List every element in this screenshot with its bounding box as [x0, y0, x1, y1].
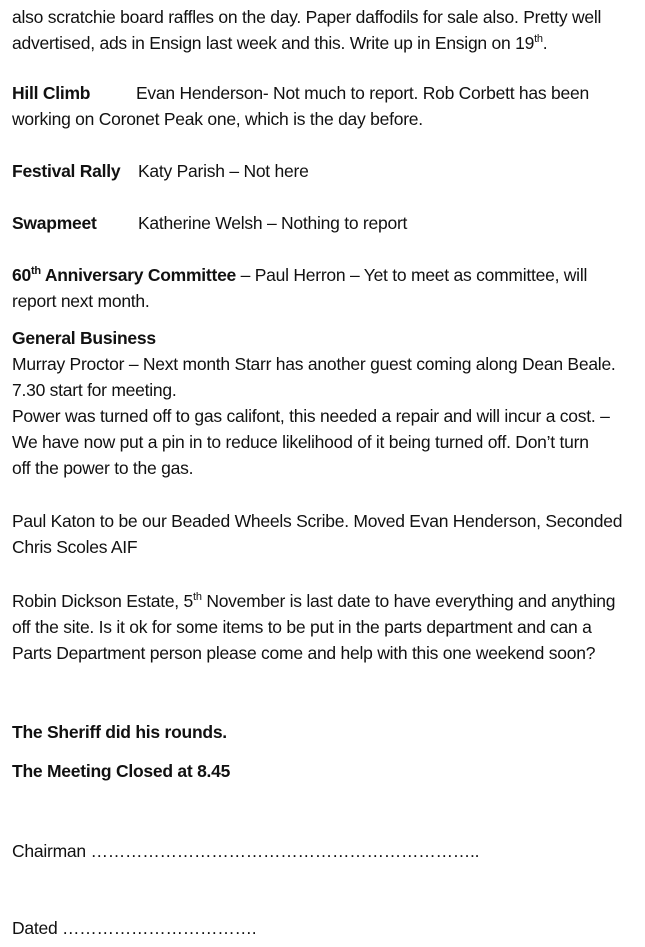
- festival-rally-section: [12, 158, 640, 184]
- dated-signature-line: Dated …………………………….: [12, 918, 257, 938]
- anniversary-heading: [12, 265, 236, 285]
- general-business-p1-line-1: Murray Proctor – Next month Starr has another guest coming along Dean Beale.: [12, 354, 616, 374]
- general-business-heading: General Business: [12, 328, 156, 348]
- intro-paragraph: [12, 4, 640, 56]
- sheriff-note: The Sheriff did his rounds.: [12, 722, 227, 742]
- general-business-p2-line-2: We have now put a pin in to reduce likelihood of it being turned off. Don’t turn: [12, 432, 589, 452]
- estate-paragraph: [12, 588, 640, 666]
- general-business-p2-line-3: off the power to the gas.: [12, 458, 194, 478]
- anniversary-heading-number: 60: [12, 265, 31, 285]
- intro-line-2-superscript: th: [534, 33, 543, 45]
- estate-line-2: off the site. Is it ok for some items to be put in the parts department and can a: [12, 617, 592, 637]
- swapmeet-section: [12, 210, 640, 236]
- festival-rally-heading: Festival Rally: [12, 161, 121, 181]
- hill-climb-heading: Hill Climb: [12, 83, 91, 103]
- estate-line-1: Robin Dickson Estate, 5: [12, 591, 194, 611]
- hill-climb-section: [12, 80, 640, 132]
- intro-line-1: also scratchie board raffles on the day. Paper daffodils for sale also. Pretty well: [12, 7, 602, 27]
- hill-climb-line-1: Evan Henderson- Not much to report. Rob Corbett has been: [136, 83, 589, 103]
- swapmeet-text: Katherine Welsh – Nothing to report: [138, 213, 408, 233]
- swapmeet-heading: Swapmeet: [12, 213, 97, 233]
- estate-line-1-superscript: th: [193, 591, 202, 603]
- festival-rally-text: Katy Parish – Not here: [138, 161, 309, 181]
- meeting-closed-note: The Meeting Closed at 8.45: [12, 761, 231, 781]
- scribe-paragraph: [12, 508, 640, 560]
- anniversary-heading-superscript: th: [30, 265, 41, 277]
- anniversary-heading-text: Anniversary Committee: [40, 265, 237, 285]
- chairman-signature-line: Chairman …………………………………………………………..: [12, 841, 480, 861]
- intro-line-2-end: .: [542, 33, 548, 53]
- intro-line-2: advertised, ads in Ensign last week and this. Write up in Ensign on 19: [12, 33, 535, 53]
- scribe-line-2: Chris Scoles AIF: [12, 537, 138, 557]
- estate-line-1-end: November is last date to have everything and anything: [201, 591, 616, 611]
- estate-line-3: Parts Department person please come and help with this one weekend soon?: [12, 643, 596, 663]
- hill-climb-line-2: working on Coronet Peak one, which is the day before.: [12, 109, 423, 129]
- anniversary-line-1: – Paul Herron – Yet to meet as committee, will: [236, 265, 588, 285]
- scribe-line-1: Paul Katon to be our Beaded Wheels Scribe. Moved Evan Henderson, Seconded: [12, 511, 623, 531]
- anniversary-line-2: report next month.: [12, 291, 150, 311]
- general-business-p2-line-1: Power was turned off to gas califont, this needed a repair and will incur a cost. –: [12, 406, 610, 426]
- general-business-p1-line-2: 7.30 start for meeting.: [12, 380, 177, 400]
- general-business-section: [12, 325, 640, 481]
- anniversary-section: [12, 262, 640, 314]
